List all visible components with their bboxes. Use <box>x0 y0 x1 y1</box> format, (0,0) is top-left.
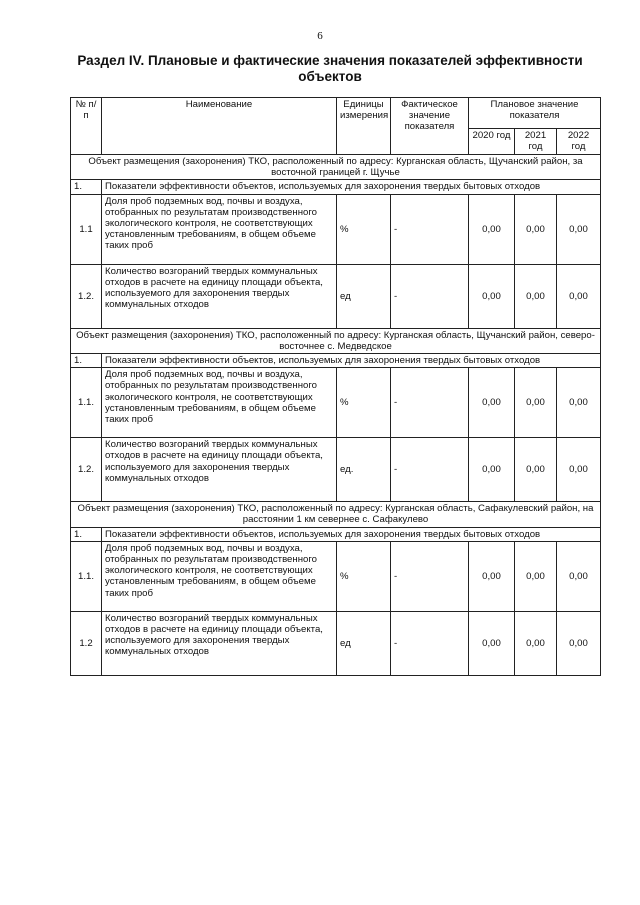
value-2020: 0,00 <box>469 368 515 438</box>
indicator-row <box>71 368 601 438</box>
indicator-name: Доля проб подземных вод, почвы и воздуха, отобранных по результатам производственного экологического контроля, не соответствующих установленным требованиям, в общем объеме таких проб <box>102 541 337 611</box>
indicator-actual: - <box>391 438 469 502</box>
indicator-unit: % <box>337 194 391 264</box>
group-row <box>71 354 601 368</box>
indicator-actual: - <box>391 194 469 264</box>
object-address: Объект размещения (захоронения) ТКО, расположенный по адресу: Курганская область, Щучанский район, за восточной границей г. Щучье <box>71 155 601 180</box>
value-2020: 0,00 <box>469 541 515 611</box>
value-2021: 0,00 <box>515 438 557 502</box>
value-2022: 0,00 <box>557 194 601 264</box>
group-row <box>71 527 601 541</box>
indicator-name: Доля проб подземных вод, почвы и воздуха, отобранных по результатам производственного экологического контроля, не соответствующих установленным требованиям, в общем объеме таких проб <box>102 194 337 264</box>
value-2021: 0,00 <box>515 264 557 328</box>
indicator-name: Доля проб подземных вод, почвы и воздуха, отобранных по результатам производственного экологического контроля, не соответствующих установленным требованиям, в общем объеме таких проб <box>102 368 337 438</box>
group-num: 1. <box>71 180 102 194</box>
page-number: 6 <box>317 30 323 42</box>
header-units: Единицы измерения <box>337 98 391 155</box>
indicator-row <box>71 438 601 502</box>
object-address: Объект размещения (захоронения) ТКО, расположенный по адресу: Курганская область, Сафакулевский район, на расстоянии 1 км севернее с. Сафакулево <box>71 502 601 527</box>
object-row <box>71 328 601 353</box>
header-plan: Плановое значение показателя <box>469 98 601 129</box>
object-row <box>71 155 601 180</box>
value-2022: 0,00 <box>557 438 601 502</box>
header-name: Наименование <box>102 98 337 155</box>
indicator-row <box>71 541 601 611</box>
value-2022: 0,00 <box>557 611 601 675</box>
indicator-num: 1.2 <box>71 611 102 675</box>
indicator-num: 1.1. <box>71 541 102 611</box>
value-2020: 0,00 <box>469 438 515 502</box>
object-address: Объект размещения (захоронения) ТКО, расположенный по адресу: Курганская область, Щучанский район, северо-восточнее с. Медведское <box>71 328 601 353</box>
indicator-row <box>71 194 601 264</box>
value-2022: 0,00 <box>557 368 601 438</box>
value-2022: 0,00 <box>557 264 601 328</box>
indicator-name: Количество возгораний твердых коммунальных отходов в расчете на единицу площади объекта, используемого для захоронения твердых коммунальных отходов <box>102 438 337 502</box>
indicator-row <box>71 264 601 328</box>
indicator-actual: - <box>391 368 469 438</box>
indicator-num: 1.2. <box>71 264 102 328</box>
indicators-table <box>70 97 601 676</box>
indicator-actual: - <box>391 541 469 611</box>
indicator-name: Количество возгораний твердых коммунальных отходов в расчете на единицу площади объекта, используемого для захоронения твердых коммунальных отходов <box>102 611 337 675</box>
value-2020: 0,00 <box>469 194 515 264</box>
value-2021: 0,00 <box>515 541 557 611</box>
value-2021: 0,00 <box>515 194 557 264</box>
group-label: Показатели эффективности объектов, используемых для захоронения твердых бытовых отходов <box>102 354 601 368</box>
section-title: Раздел IV. Плановые и фактические значения показателей эффективности объектов <box>77 53 583 84</box>
indicator-actual: - <box>391 611 469 675</box>
indicator-num: 1.1. <box>71 368 102 438</box>
value-2022: 0,00 <box>557 541 601 611</box>
indicator-unit: % <box>337 541 391 611</box>
group-num: 1. <box>71 527 102 541</box>
header-num: № п/п <box>71 98 102 155</box>
value-2020: 0,00 <box>469 264 515 328</box>
indicator-row <box>71 611 601 675</box>
value-2021: 0,00 <box>515 611 557 675</box>
group-num: 1. <box>71 354 102 368</box>
indicator-unit: ед <box>337 611 391 675</box>
indicator-unit: % <box>337 368 391 438</box>
indicator-num: 1.1 <box>71 194 102 264</box>
indicator-unit: ед. <box>337 438 391 502</box>
indicator-actual: - <box>391 264 469 328</box>
indicator-num: 1.2. <box>71 438 102 502</box>
value-2021: 0,00 <box>515 368 557 438</box>
header-year-2022: 2022 год <box>557 129 601 155</box>
header-year-2021: 2021 год <box>515 129 557 155</box>
object-row <box>71 502 601 527</box>
header-actual: Фактическое значение показателя <box>391 98 469 155</box>
group-row <box>71 180 601 194</box>
indicator-unit: ед <box>337 264 391 328</box>
table-header-row <box>71 98 601 129</box>
group-label: Показатели эффективности объектов, используемых для захоронения твердых бытовых отходов <box>102 180 601 194</box>
group-label: Показатели эффективности объектов, используемых для захоронения твердых бытовых отходов <box>102 527 601 541</box>
header-year-2020: 2020 год <box>469 129 515 155</box>
value-2020: 0,00 <box>469 611 515 675</box>
indicator-name: Количество возгораний твердых коммунальных отходов в расчете на единицу площади объекта, используемого для захоронения твердых коммунальных отходов <box>102 264 337 328</box>
